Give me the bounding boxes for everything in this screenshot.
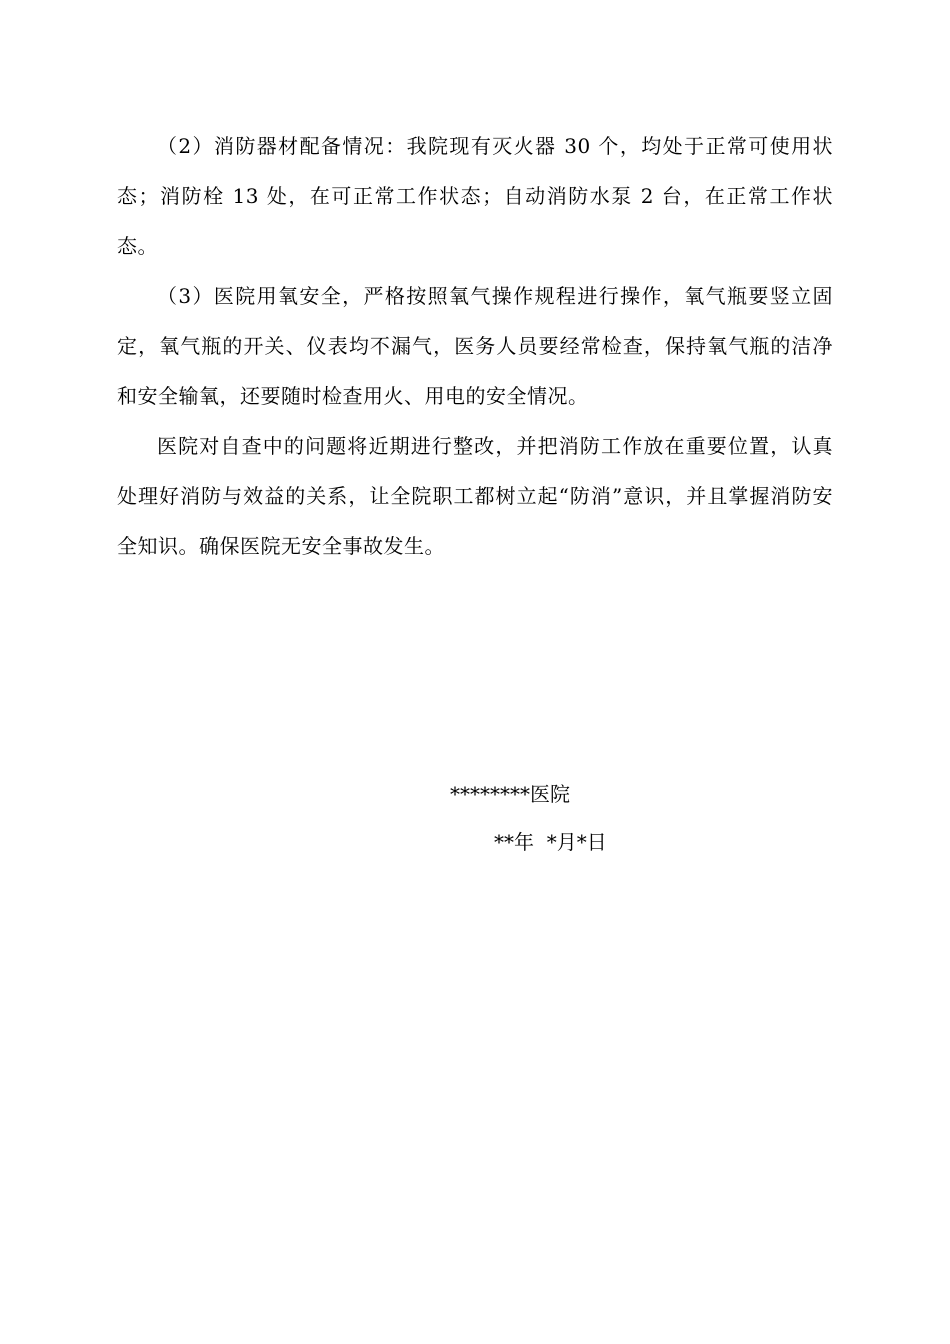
- signature-organization: ********医院: [450, 782, 570, 806]
- document-body: [117, 121, 833, 571]
- paragraph-oxygen-safety: （3）医院用氧安全，严格按照氧气操作规程进行操作，氧气瓶要竖立固定，氧气瓶的开关、仪表均不漏气，医务人员要经常检查，保持氧气瓶的洁净和安全输氧，还要随时检查用火、用电的安全情况。: [117, 284, 833, 408]
- paragraph-fire-equipment: （2）消防器材配备情况：我院现有灭火器 30 个，均处于正常可使用状态；消防栓 13 处，在可正常工作状态；自动消防水泵 2 台，在正常工作状态。: [117, 134, 833, 258]
- paragraph-rectification: 医院对自查中的问题将近期进行整改，并把消防工作放在重要位置，认真处理好消防与效益的关系，让全院职工都树立起“防消”意识，并且掌握消防安全知识。确保医院无安全事故发生。: [117, 434, 833, 558]
- signature-date: **年 *月*日: [494, 830, 607, 854]
